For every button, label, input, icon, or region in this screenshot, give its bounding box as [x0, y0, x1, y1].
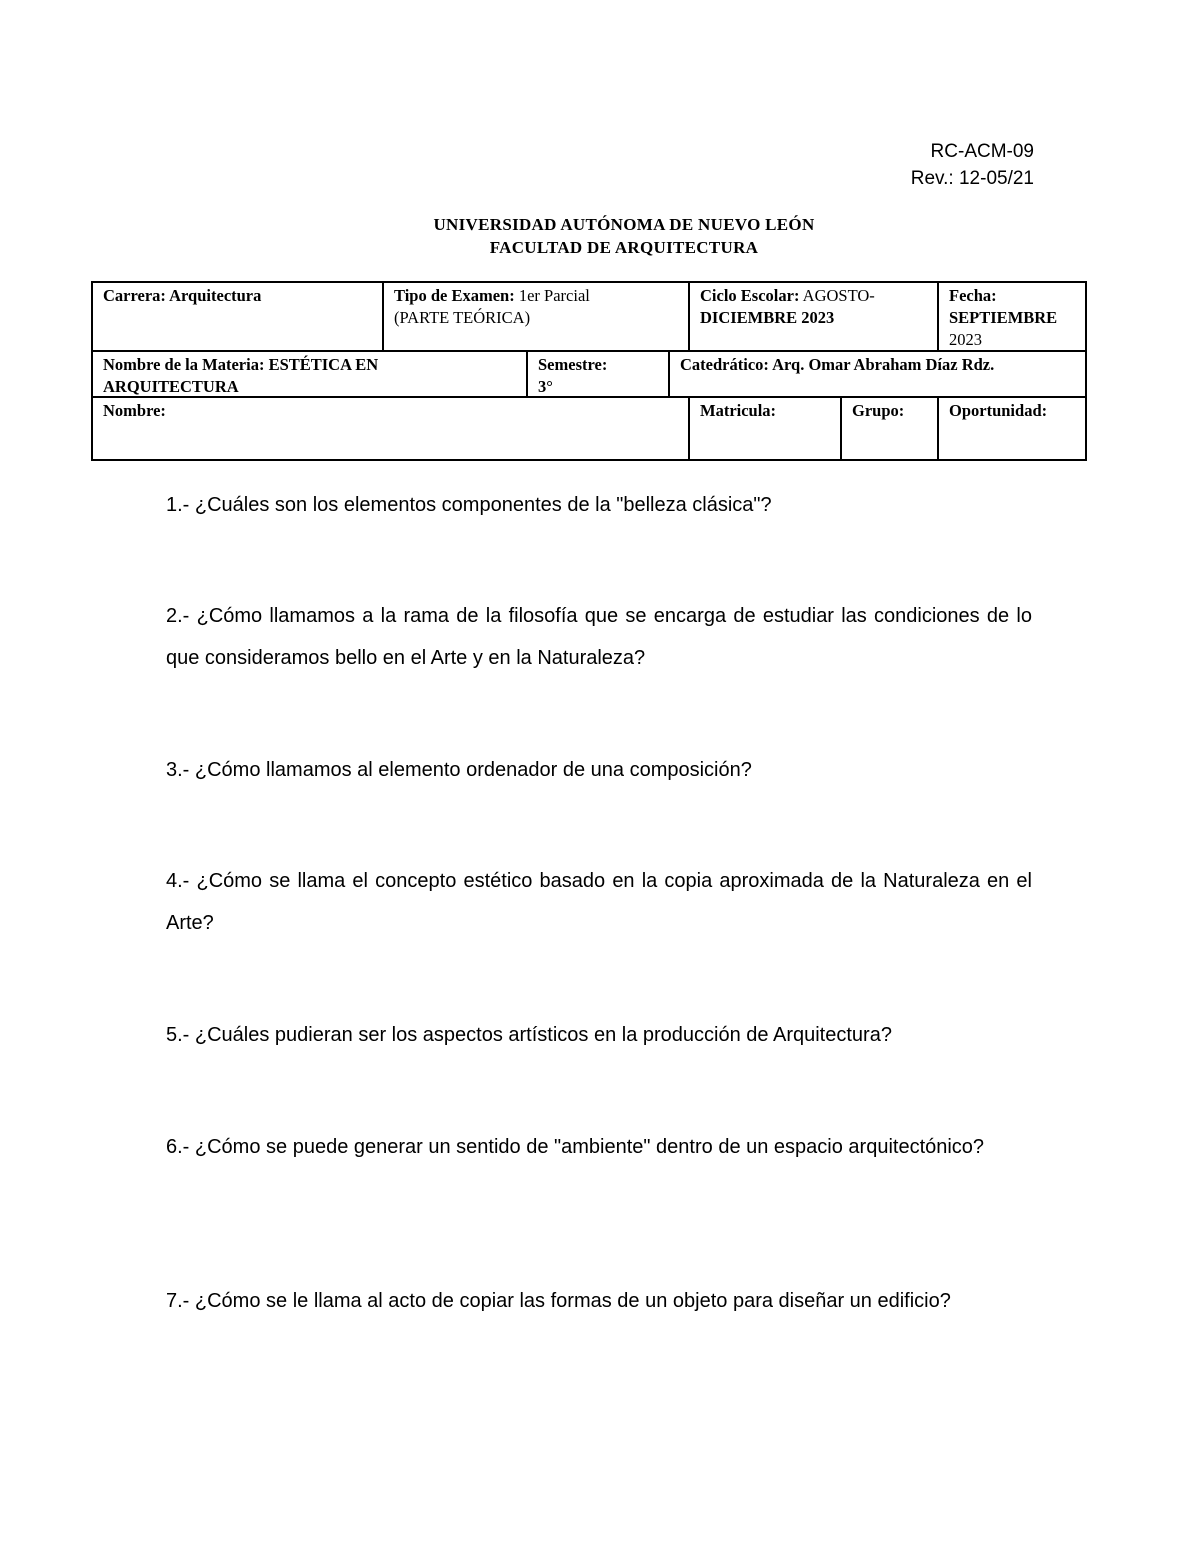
tipo-examen-label: Tipo de Examen: [394, 286, 515, 305]
ciclo-escolar-cell [690, 283, 937, 329]
oportunidad-label: Oportunidad: [949, 401, 1048, 420]
carrera-text: Carrera: Arquitectura [103, 286, 262, 305]
ciclo-escolar-label: Ciclo Escolar: [700, 286, 800, 305]
oportunidad-field[interactable] [939, 398, 1085, 459]
question-6: 6.- ¿Cómo se puede generar un sentido de "ambiente" dentro de un espacio arquitectónico? [166, 1136, 985, 1158]
catedratico-cell [670, 352, 1085, 376]
question-5: 5.- ¿Cuáles pudieran ser los aspectos artísticos en la producción de Arquitectura? [166, 1024, 892, 1046]
catedratico-text: Catedrático: Arq. Omar Abraham Díaz Rdz. [680, 355, 995, 374]
matricula-field[interactable] [690, 398, 840, 459]
question-2: 2.- ¿Cómo llamamos a la rama de la filosofía que se encarga de estudiar las condiciones de lo que consideramos bello en el Arte y en la Naturaleza? [166, 605, 1032, 669]
ciclo-escolar-period: DICIEMBRE 2023 [700, 308, 835, 327]
grupo-field[interactable] [842, 398, 937, 459]
university-name: UNIVERSIDAD AUTÓNOMA DE NUEVO LEÓN [433, 215, 815, 234]
materia-text-line2: ARQUITECTURA [103, 377, 239, 396]
materia-text-line1: Nombre de la Materia: ESTÉTICA EN [103, 355, 379, 374]
materia-cell [93, 352, 526, 398]
tipo-examen-detail: (PARTE TEÓRICA) [394, 308, 531, 327]
semestre-label: Semestre: [538, 355, 608, 374]
carrera-cell [93, 283, 382, 307]
faculty-name: FACULTAD DE ARQUITECTURA [489, 238, 759, 257]
tipo-examen-cell [384, 283, 688, 329]
question-4: 4.- ¿Cómo se llama el concepto estético basado en la copia aproximada de la Naturaleza en el Arte? [166, 870, 1032, 934]
revision-code: Rev.: 12-05/21 [910, 168, 1034, 189]
nombre-label: Nombre: [103, 401, 166, 420]
matricula-label: Matricula: [700, 401, 777, 420]
fecha-year: 2023 [949, 330, 982, 349]
nombre-field[interactable] [93, 398, 688, 459]
tipo-examen-value: 1er Parcial [518, 286, 590, 305]
semestre-cell [528, 352, 668, 398]
fecha-month: SEPTIEMBRE [949, 308, 1058, 327]
question-1: 1.- ¿Cuáles son los elementos componentes de la "belleza clásica"? [166, 494, 772, 516]
document-code: RC-ACM-09 [930, 141, 1034, 162]
question-3: 3.- ¿Cómo llamamos al elemento ordenador de una composición? [166, 759, 752, 781]
exam-info-table [91, 281, 1087, 461]
fecha-cell [939, 283, 1085, 351]
ciclo-escolar-value: AGOSTO- [802, 286, 875, 305]
question-7: 7.- ¿Cómo se le llama al acto de copiar las formas de un objeto para diseñar un edificio? [166, 1290, 951, 1312]
grupo-label: Grupo: [852, 401, 905, 420]
fecha-label: Fecha: [949, 286, 997, 305]
semestre-value: 3° [538, 377, 553, 396]
